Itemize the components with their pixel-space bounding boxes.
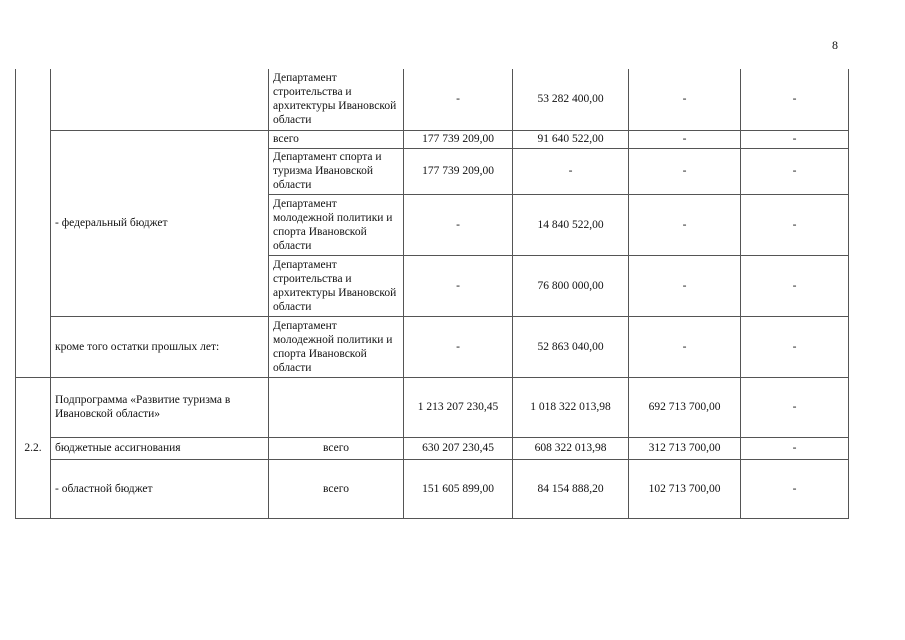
recipient-cell: Департамент строительства и архитектуры Ивановской области — [269, 69, 404, 130]
section-number: 2.2. — [16, 377, 51, 518]
value-cell: 630 207 230,45 — [404, 437, 513, 459]
value-cell: 1 213 207 230,45 — [404, 377, 513, 437]
value-cell: - — [741, 459, 849, 518]
value-cell: - — [629, 148, 741, 194]
value-cell: 312 713 700,00 — [629, 437, 741, 459]
value-cell: - — [741, 255, 849, 316]
value-cell: 151 605 899,00 — [404, 459, 513, 518]
recipient-cell: Департамент молодежной политики и спорта Ивановской области — [269, 194, 404, 255]
value-cell: 52 863 040,00 — [513, 316, 629, 377]
value-cell: 177 739 209,00 — [404, 130, 513, 148]
value-cell: 1 018 322 013,98 — [513, 377, 629, 437]
value-cell: - — [513, 148, 629, 194]
number-cell — [16, 69, 51, 377]
value-cell: - — [741, 130, 849, 148]
remainders-label: кроме того остатки прошлых лет: — [51, 316, 269, 377]
table-row — [16, 130, 849, 148]
value-cell: 14 840 522,00 — [513, 194, 629, 255]
value-cell: - — [741, 148, 849, 194]
value-cell: 53 282 400,00 — [513, 69, 629, 130]
value-cell: - — [404, 69, 513, 130]
budget-allocations-label: бюджетные ассигнования — [51, 437, 269, 459]
value-cell: - — [629, 130, 741, 148]
recipient-cell: всего — [269, 130, 404, 148]
recipient-cell: всего — [269, 459, 404, 518]
regional-budget-label: - областной бюджет — [51, 459, 269, 518]
recipient-cell: всего — [269, 437, 404, 459]
recipient-cell: Департамент спорта и туризма Ивановской области — [269, 148, 404, 194]
federal-budget-label: - федеральный бюджет — [51, 130, 269, 316]
value-cell: - — [629, 69, 741, 130]
value-cell: - — [404, 255, 513, 316]
recipient-cell: Департамент строительства и архитектуры Ивановской области — [269, 255, 404, 316]
label-cell — [51, 69, 269, 130]
table-row — [16, 459, 849, 518]
value-cell: - — [741, 316, 849, 377]
table-row — [16, 69, 849, 130]
value-cell: 84 154 888,20 — [513, 459, 629, 518]
value-cell: 608 322 013,98 — [513, 437, 629, 459]
value-cell: 692 713 700,00 — [629, 377, 741, 437]
recipient-cell: Департамент молодежной политики и спорта Ивановской области — [269, 316, 404, 377]
value-cell: - — [629, 194, 741, 255]
subprogram-title: Подпрограмма «Развитие туризма в Ивановской области» — [51, 377, 269, 437]
value-cell: - — [629, 316, 741, 377]
value-cell: - — [629, 255, 741, 316]
value-cell: - — [741, 437, 849, 459]
value-cell: 91 640 522,00 — [513, 130, 629, 148]
value-cell: - — [741, 194, 849, 255]
value-cell: 102 713 700,00 — [629, 459, 741, 518]
value-cell: - — [741, 377, 849, 437]
value-cell: - — [404, 316, 513, 377]
value-cell: - — [741, 69, 849, 130]
budget-table — [15, 69, 849, 519]
table-row — [16, 437, 849, 459]
value-cell: - — [404, 194, 513, 255]
value-cell: 177 739 209,00 — [404, 148, 513, 194]
page-number: 8 — [832, 38, 838, 52]
table-row — [16, 377, 849, 437]
value-cell: 76 800 000,00 — [513, 255, 629, 316]
recipient-cell — [269, 377, 404, 437]
table-row — [16, 316, 849, 377]
